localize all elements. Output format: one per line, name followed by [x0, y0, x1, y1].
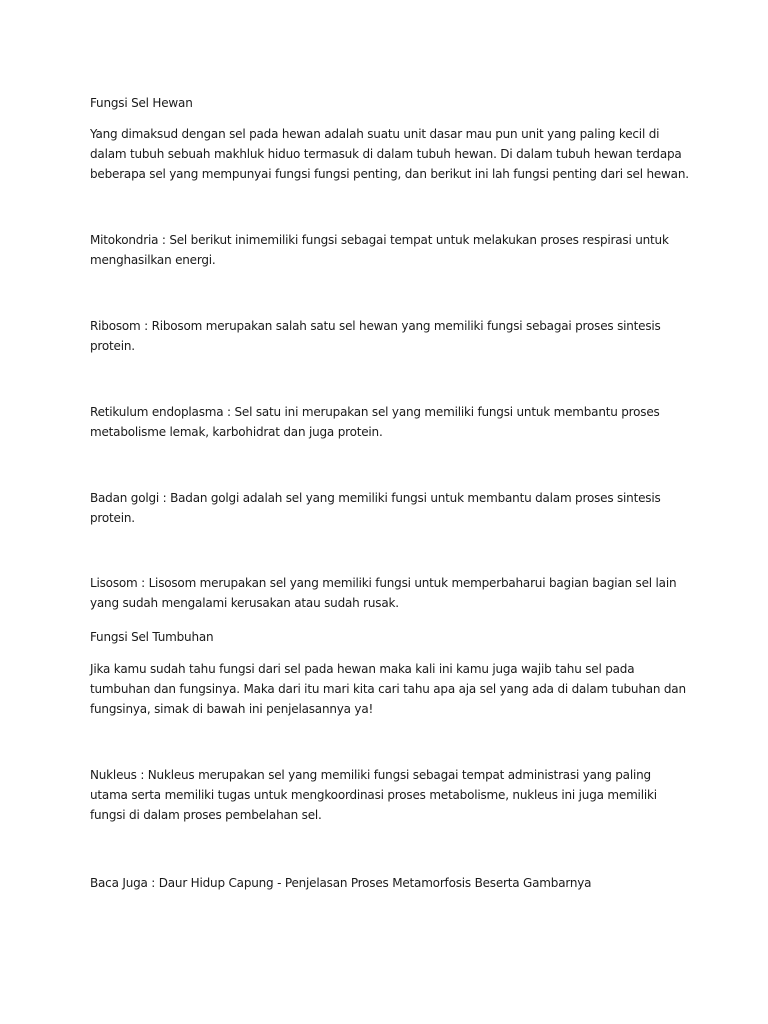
baca-juga-line: Baca Juga : Daur Hidup Capung - Penjelasan Proses Metamorfosis Beserta Gambarnya — [90, 876, 592, 890]
heading-fungsi-sel-tumbuhan: Fungsi Sel Tumbuhan — [90, 630, 214, 644]
paragraph-retikulum-endoplasma: Retikulum endoplasma : Sel satu ini merupakan sel yang memiliki fungsi untuk membantu proses metabolisme lemak, karbohidrat dan juga protein. — [90, 405, 660, 439]
heading-fungsi-sel-hewan: Fungsi Sel Hewan — [90, 96, 193, 110]
paragraph-badan-golgi: Badan golgi : Badan golgi adalah sel yang memiliki fungsi untuk membantu dalam proses sintesis protein. — [90, 491, 661, 525]
paragraph-nukleus: Nukleus : Nukleus merupakan sel yang memiliki fungsi sebagai tempat administrasi yang paling utama serta memiliki tugas untuk mengkoordinasi proses metabolisme, nukleus ini juga memiliki fungsi di dalam proses pembelahan sel. — [90, 768, 657, 822]
paragraph-intro-hewan: Yang dimaksud dengan sel pada hewan adalah suatu unit dasar mau pun unit yang paling kecil di dalam tubuh sebuah makhluk hiduo termasuk di dalam tubuh hewan. Di dalam tubuh hewan terdapa beberapa sel yang mempunyai fungsi fungsi penting, dan berikut ini lah fungsi penting dari sel hewan. — [90, 127, 689, 181]
paragraph-ribosom: Ribosom : Ribosom merupakan salah satu sel hewan yang memiliki fungsi sebagai proses sintesis protein. — [90, 319, 661, 353]
paragraph-mitokondria: Mitokondria : Sel berikut inimemiliki fungsi sebagai tempat untuk melakukan proses respirasi untuk menghasilkan energi. — [90, 233, 669, 267]
paragraph-lisosom: Lisosom : Lisosom merupakan sel yang memiliki fungsi untuk memperbaharui bagian bagian sel lain yang sudah mengalami kerusakan atau sudah rusak. — [90, 576, 677, 610]
paragraph-intro-tumbuhan: Jika kamu sudah tahu fungsi dari sel pada hewan maka kali ini kamu juga wajib tahu sel pada tumbuhan dan fungsinya. Maka dari itu mari kita cari tahu apa aja sel yang ada di dalam tubuhan dan fungsinya, simak di bawah ini penjelasannya ya! — [90, 662, 686, 716]
